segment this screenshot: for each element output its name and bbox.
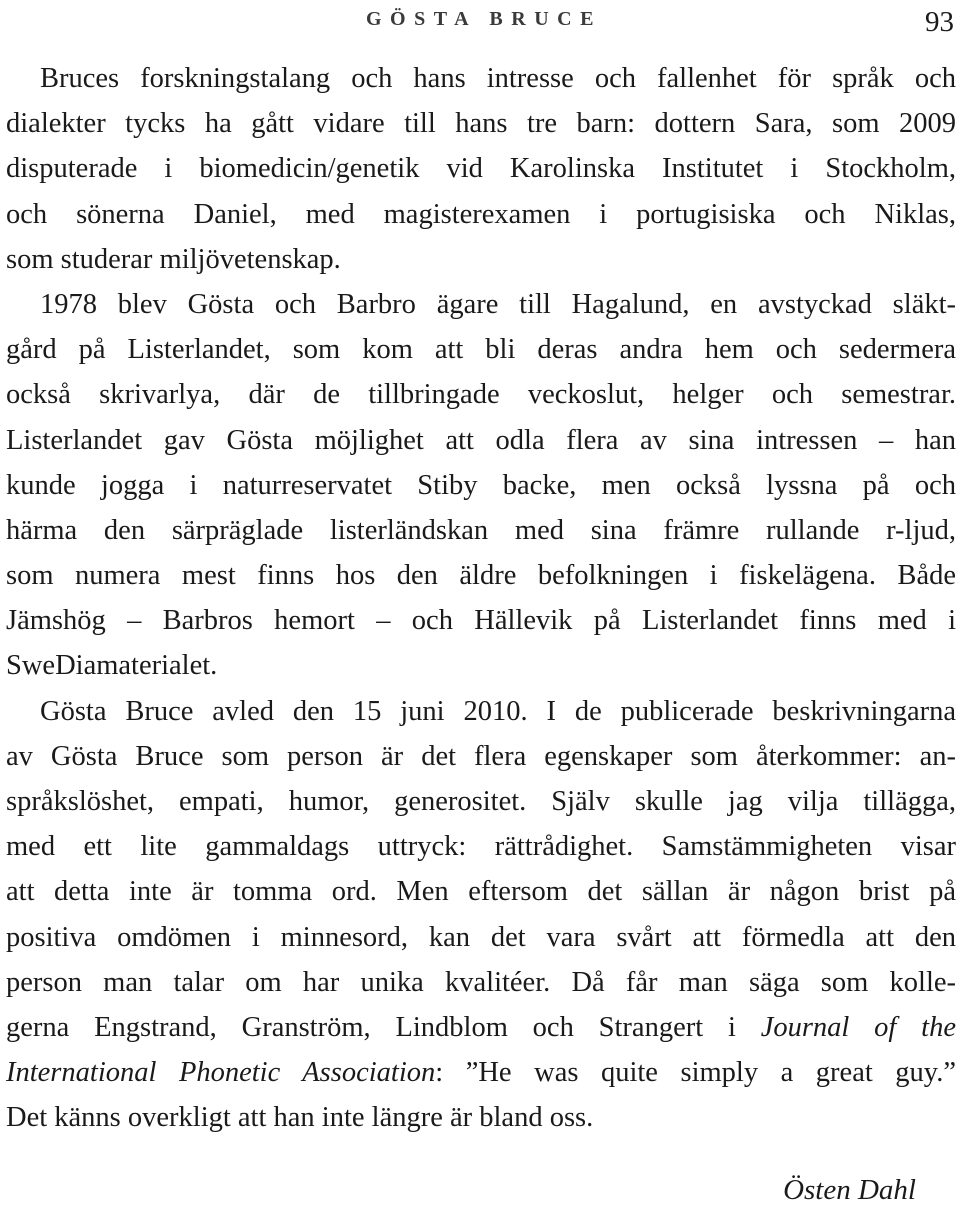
text-line: gård på Listerlandet, som kom att bli deras andra hem och sedermera xyxy=(6,334,956,366)
text-line: av Gösta Bruce som person är det flera egenskaper som återkommer: an- xyxy=(6,740,956,772)
text-line: med ett lite gammaldags uttryck: rättrådighet. Samstämmigheten visar xyxy=(6,831,956,863)
text-line: kunde jogga i naturreservatet Stiby backe, men också lyssna på och xyxy=(6,469,956,501)
text-line-journal-end xyxy=(6,1050,956,1095)
text-span: gerna Engstrand, Granström, Lindblom och Strangert i xyxy=(6,1011,761,1043)
text-line: disputerade i biomedicin/genetik vid Karolinska Institutet i Stockholm, xyxy=(6,153,956,185)
running-head: GÖSTA BRUCE xyxy=(366,8,602,30)
text-line: härma den särpräglade listerländskan med sina främre rullande r-ljud, xyxy=(6,514,956,546)
text-line: Bruces forskningstalang och hans intresse och fallenhet för språk och xyxy=(40,63,956,94)
text-line: språkslöshet, empati, humor, generositet. Själv skulle jag vilja tillägga, xyxy=(6,786,956,817)
text-line: Det känns overkligt att han inte längre är bland oss. xyxy=(6,1102,594,1134)
text-line: som studerar miljövetenskap. xyxy=(6,243,341,275)
text-line-journal-start xyxy=(6,1005,956,1050)
article-body xyxy=(6,56,956,1141)
page-number: 93 xyxy=(925,6,954,38)
text-line: Gösta Bruce avled den 15 juni 2010. I de publicerade beskrivningarna xyxy=(40,695,956,727)
text-line: att detta inte är tomma ord. Men eftersom det sällan är någon brist på xyxy=(6,876,956,908)
text-line: dialekter tycks ha gått vidare till hans tre barn: dottern Sara, som 2009 xyxy=(6,108,956,140)
text-line: person man talar om har unika kvalitéer. Då får man säga som kolle- xyxy=(6,966,956,998)
journal-title-part1: Journal of the xyxy=(760,1011,956,1043)
text-line: och sönerna Daniel, med magisterexamen i portugisiska och Niklas, xyxy=(6,198,956,230)
journal-title-part2: International Phonetic Association xyxy=(6,1057,436,1089)
text-line: 1978 blev Gösta och Barbro ägare till Hagalund, en avstyckad släkt- xyxy=(40,288,956,320)
author-signature: Östen Dahl xyxy=(783,1174,916,1206)
text-line: som numera mest finns hos den äldre befolkningen i fiskelägena. Både xyxy=(6,560,956,592)
text-line: Jämshög – Barbros hemort – och Hällevik på Listerlandet finns med i xyxy=(6,605,956,637)
text-line: positiva omdömen i minnesord, kan det vara svårt att förmedla att den xyxy=(6,921,956,953)
text-line: Listerlandet gav Gösta möjlighet att odla flera av sina intressen – han xyxy=(6,424,956,456)
text-line: också skrivarlya, där de tillbringade veckoslut, helger och semestrar. xyxy=(6,379,956,411)
text-line: SweDiamaterialet. xyxy=(6,650,218,682)
page-header xyxy=(0,4,960,40)
quote-text: : ”He was quite simply a great guy.” xyxy=(435,1057,956,1089)
